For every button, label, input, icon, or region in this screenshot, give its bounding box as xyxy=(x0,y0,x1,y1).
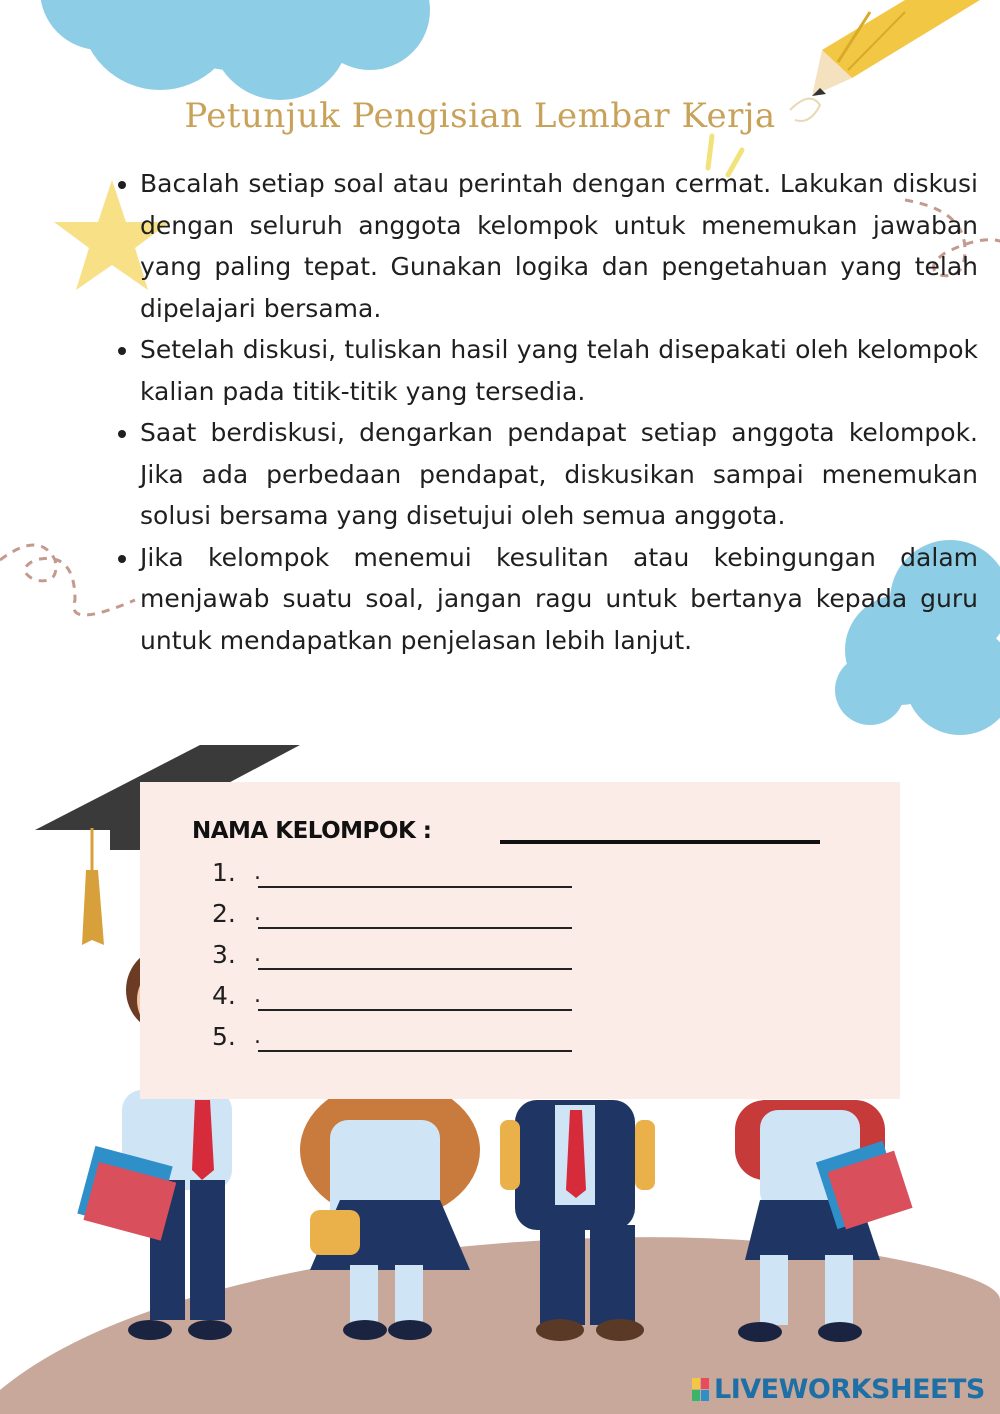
instruction-item: • Saat berdiskusi, dengarkan pendapat setiap anggota kelompok. Jika ada perbedaan pendapat, diskusikan sampai menemukan solusi bersama yang disetujui oleh semua anggota. xyxy=(140,412,978,537)
member-row xyxy=(212,899,612,939)
member-row xyxy=(212,940,612,980)
member-name-field[interactable] xyxy=(258,886,572,888)
member-name-field[interactable] xyxy=(258,1009,572,1011)
instruction-item: • Setelah diskusi, tuliskan hasil yang telah disepakati oleh kelompok kalian pada titik-titik yang tersedia. xyxy=(140,329,978,412)
instruction-item: • Jika kelompok menemui kesulitan atau kebingungan dalam menjawab suatu soal, jangan ragu untuk bertanya kepada guru untuk mendapatkan penjelasan lebih lanjut. xyxy=(140,537,978,662)
instruction-item: • Bacalah setiap soal atau perintah dengan cermat. Lakukan diskusi dengan seluruh anggota kelompok untuk menemukan jawaban yang paling tepat. Gunakan logika dan pengetahuan yang telah dipelajari bersama. xyxy=(140,163,978,329)
member-number: 4. xyxy=(212,981,236,1010)
member-number: 1. xyxy=(212,858,236,887)
member-row xyxy=(212,981,612,1021)
member-number: 3. xyxy=(212,940,236,969)
page-title: Petunjuk Pengisian Lembar Kerja xyxy=(184,96,776,136)
member-number: 2. xyxy=(212,899,236,928)
member-dot: . xyxy=(254,1024,261,1049)
member-row xyxy=(212,858,612,898)
group-name-field[interactable] xyxy=(500,840,820,844)
instruction-list xyxy=(100,163,978,661)
member-row xyxy=(212,1022,612,1062)
group-name-label: NAMA KELOMPOK : xyxy=(192,818,432,844)
member-dot: . xyxy=(254,983,261,1008)
member-dot: . xyxy=(254,860,261,885)
cloud-top-left xyxy=(40,0,430,100)
member-dot: . xyxy=(254,901,261,926)
member-number: 5. xyxy=(212,1022,236,1051)
member-name-field[interactable] xyxy=(258,1050,572,1052)
group-form-panel xyxy=(140,782,900,1099)
liveworksheets-logo-icon xyxy=(692,1378,710,1402)
member-name-field[interactable] xyxy=(258,968,572,970)
brand-text[interactable]: LIVEWORKSHEETS xyxy=(714,1374,985,1405)
member-dot: . xyxy=(254,942,261,967)
member-name-field[interactable] xyxy=(258,927,572,929)
